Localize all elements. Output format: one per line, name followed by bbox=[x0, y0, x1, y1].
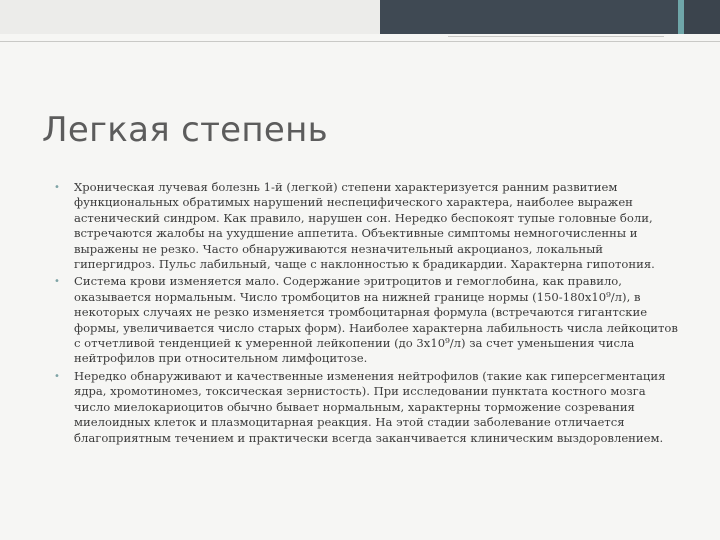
header-divider-short bbox=[448, 36, 664, 37]
bullet-icon: • bbox=[54, 182, 60, 193]
header-bar bbox=[0, 0, 720, 34]
bullet-item bbox=[48, 274, 678, 366]
bullet-text: Нередко обнаруживают и качественные изменения нейтрофилов (такие как гиперсегментация ядра, хромотиномез, токсическая зернистость). При исследовании пунктата костного мозга число миелокариоцитов обычно бывает нормальным, характерны торможение созревания миелоидных клеток и плазмоцитарная реакция. На этой стадии заболевание отличается благоприятным течением и практически всегда заканчивается клиническим выздоровлением. bbox=[74, 368, 666, 445]
slide-title: Легкая степень bbox=[42, 110, 329, 150]
header-bar-end-segment bbox=[684, 0, 720, 34]
header-divider bbox=[0, 41, 720, 42]
bullet-item bbox=[48, 180, 678, 272]
bullet-icon: • bbox=[54, 276, 60, 288]
bullet-item bbox=[48, 369, 678, 446]
bullet-text: Система крови изменяется мало. Содержание эритроцитов и гемоглобина, как правило, оказывается нормальным. Число тромбоцитов на нижней границе нормы (150-180х10⁹/л), в некоторых случаях не резко изменяется тромбоцитарная формула (встречаются гигантские формы, увеличивается число старых форм). Наиболее характерна лабильность числа лейкоцитов с отчетливой тенденцией к умеренной лейкопении (до 3х10⁹/л) за счет уменьшения числа нейтрофилов при относительном лимфоцитозе. bbox=[74, 274, 678, 366]
header-bar-dark-segment bbox=[380, 0, 678, 34]
bullet-list bbox=[48, 180, 678, 448]
bullet-text: Хроническая лучевая болезнь 1-й (легкой) степени характеризуется ранним развитием функциональных обратимых нарушений неспецифического характера, наиболее выражен астенический синдром. Как правило, нарушен сон. Нередко беспокоят тупые головные боли, встречаются жалобы на ухудшение аппетита. Объективные симптомы немногочисленны и выражены не резко. Часто обнаруживаются незначительный акроцианоз, локальный гипергидроз. Пульс лабильный, чаще с наклонностью к брадикардии. Характерна гипотония. bbox=[74, 180, 655, 272]
header-bar-light-segment bbox=[0, 0, 380, 34]
bullet-icon: • bbox=[54, 370, 60, 382]
